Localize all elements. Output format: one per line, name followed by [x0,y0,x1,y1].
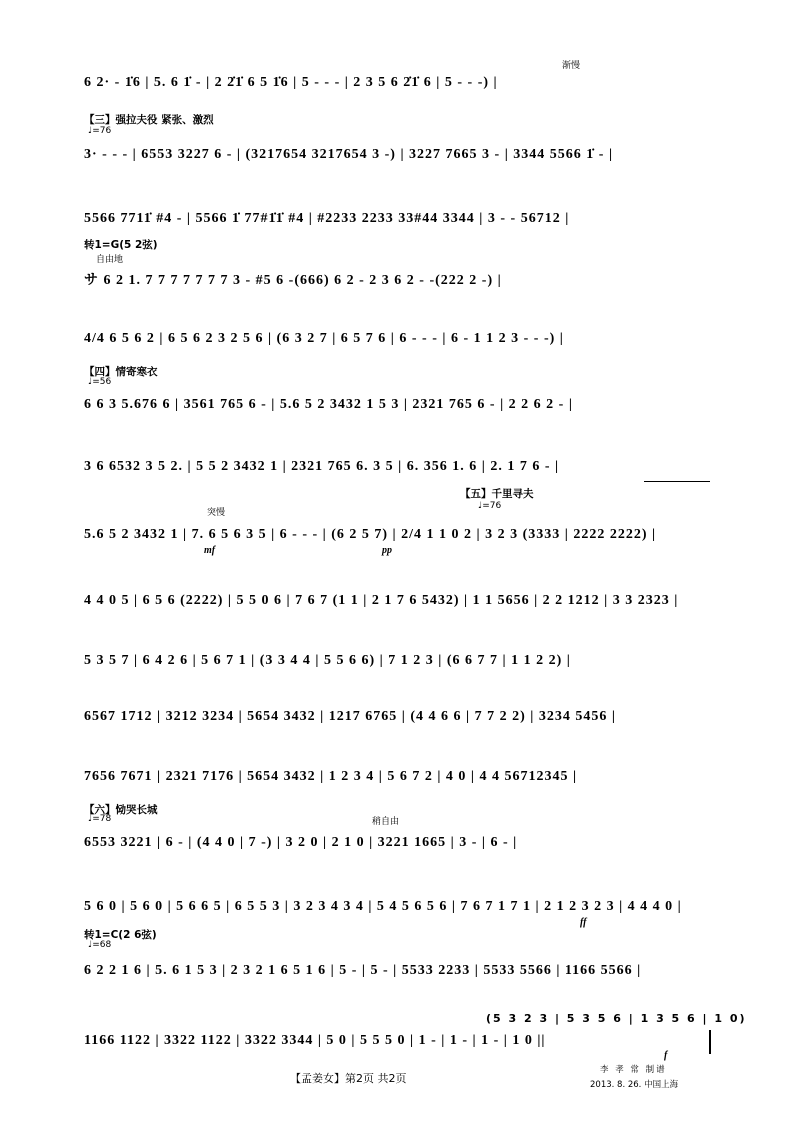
dynamic-pp: pp [382,545,392,556]
score-row-1: 6 2· - 1̇6 | 5. 6 1̇ - | 2 2̇1̇ 6 5 1̇6 | 5 - - - | 2 3 5 6 2̇1̇ 6 | 5 - - -) | [84,75,498,90]
key-change-g: 转1=G(5 2弦) [84,239,158,251]
section-4-heading: 【四】情寄寒衣 [84,366,158,378]
score-row-16: 1166 1122 | 3322 1122 | 3322 3344 | 5 0 | 5 5 5 0 | 1 - | 1 - | 1 - | 1 0 || [84,1033,546,1048]
tempo-section-4: ♩=56 [88,377,112,387]
score-row-12: 7656 7671 | 2321 7176 | 5654 3432 | 1 2 3 4 | 5 6 7 2 | 4 0 | 4 4 56712345 | [84,769,578,784]
score-row-15: 6 2 2 1 6 | 5. 6 1 5 3 | 2 3 2 1 6 5 1 6 | 5 - | 5 - | 5533 2233 | 5533 5566 | 1166 5566 | [84,963,642,978]
score-row-14: 5 6 0 | 5 6 0 | 5 6 6 5 | 6 5 5 3 | 3 2 3 4 3 4 | 5 4 5 6 5 6 | 7 6 7 1 7 1 | 2 1 2 3 2 3 | 4 4 4 0 | [84,899,682,914]
tempo-mark-ziyoudi: 自由地 [96,255,124,265]
tempo-section-6: ♩=78 [88,814,112,824]
footer-date: 2013. 8. 26. 中国上海 [590,1080,679,1090]
dynamic-f: f [664,1050,668,1061]
score-row-8: 5.6 5 2 3432 1 | 7. 6 5 6 3 5 | 6 - - - | (6 2 5 7) | 2/4 1 1 0 2 | 3 2 3 (3333 | 2222 2222) | [84,527,657,542]
ending-upper-voice: (5 3 2 3 | 5 3 5 6 | 1 3 5 6 | 1 0) [486,1012,747,1025]
section-3-heading: 【三】强拉夫役 紧张、激烈 [84,114,214,126]
score-row-6: 6 6 3 5.676 6 | 3561 765 6 - | 5.6 5 2 3432 1 5 3 | 2321 765 6 - | 2 2 6 2 - | [84,397,573,412]
score-row-3: 5566 7711̇ #4 - | 5566 1̇ 77#1̇1̇ #4 | #2233 2233 33#44 3344 | 3 - - 56712 | [84,211,570,226]
tempo-section-7: ♩=68 [88,940,112,950]
section-6-heading: 【六】恸哭长城 [84,804,158,816]
score-row-11: 6567 1712 | 3212 3234 | 5654 3432 | 1217 6765 | (4 4 6 6 | 7 7 2 2) | 3234 5456 | [84,709,616,724]
footer-author: 李 孝 常 制谱 [600,1065,667,1075]
tempo-section-5: ♩=76 [478,501,502,511]
score-row-4: サ 6 2 1. 7 7 7 7 7 7 7 3 - #5 6 -(666) 6 2 - 2 3 6 2 - -(222 2 -) | [84,273,502,288]
tempo-mark-jianman: 渐慢 [562,61,581,71]
dynamic-mf: mf [204,545,216,556]
score-row-9: 4 4 0 5 | 6 5 6 (2222) | 5 5 0 6 | 7 6 7 (1 1 | 2 1 7 6 5432) | 1 1 5656 | 2 2 1212 | 3 3 2323 | [84,593,679,608]
tempo-mark-tuman: 突慢 [207,508,226,518]
score-row-2: 3· - - - | 6553 3227 6 - | (3217654 3217654 3 -) | 3227 7665 3 - | 3344 5566 1̇ - | [84,147,614,162]
section-5-heading: 【五】千里寻夫 [460,488,534,500]
dynamic-ff: ff [580,917,587,928]
tempo-mark-shaoziyou: 稍自由 [372,817,400,827]
score-row-5: 4/4 6 5 6 2 | 6 5 6 2 3 2 5 6 | (6 3 2 7 | 6 5 7 6 | 6 - - - | 6 - 1 1 2 3 - - -) | [84,331,564,346]
score-row-7: 3 6 6532 3 5 2. | 5 5 2 3432 1 | 2321 765 6. 3 5 | 6. 356 1. 6 | 2. 1 7 6 - | [84,459,560,474]
diminuendo-mark [644,481,710,482]
score-row-10: 5 3 5 7 | 6 4 2 6 | 5 6 7 1 | (3 3 4 4 | 5 5 6 6) | 7 1 2 3 | (6 6 7 7 | 1 1 2 2) | [84,653,571,668]
final-barline [709,1030,711,1054]
score-row-13: 6553 3221 | 6 - | (4 4 0 | 7 -) | 3 2 0 | 2 1 0 | 3221 1665 | 3 - | 6 - | [84,835,518,850]
footer-page-title: 【孟姜女】第2页 共2页 [290,1072,407,1085]
tempo-section-3: ♩=76 [88,126,112,136]
key-change-c: 转1=C(2 6弦) [84,929,157,941]
